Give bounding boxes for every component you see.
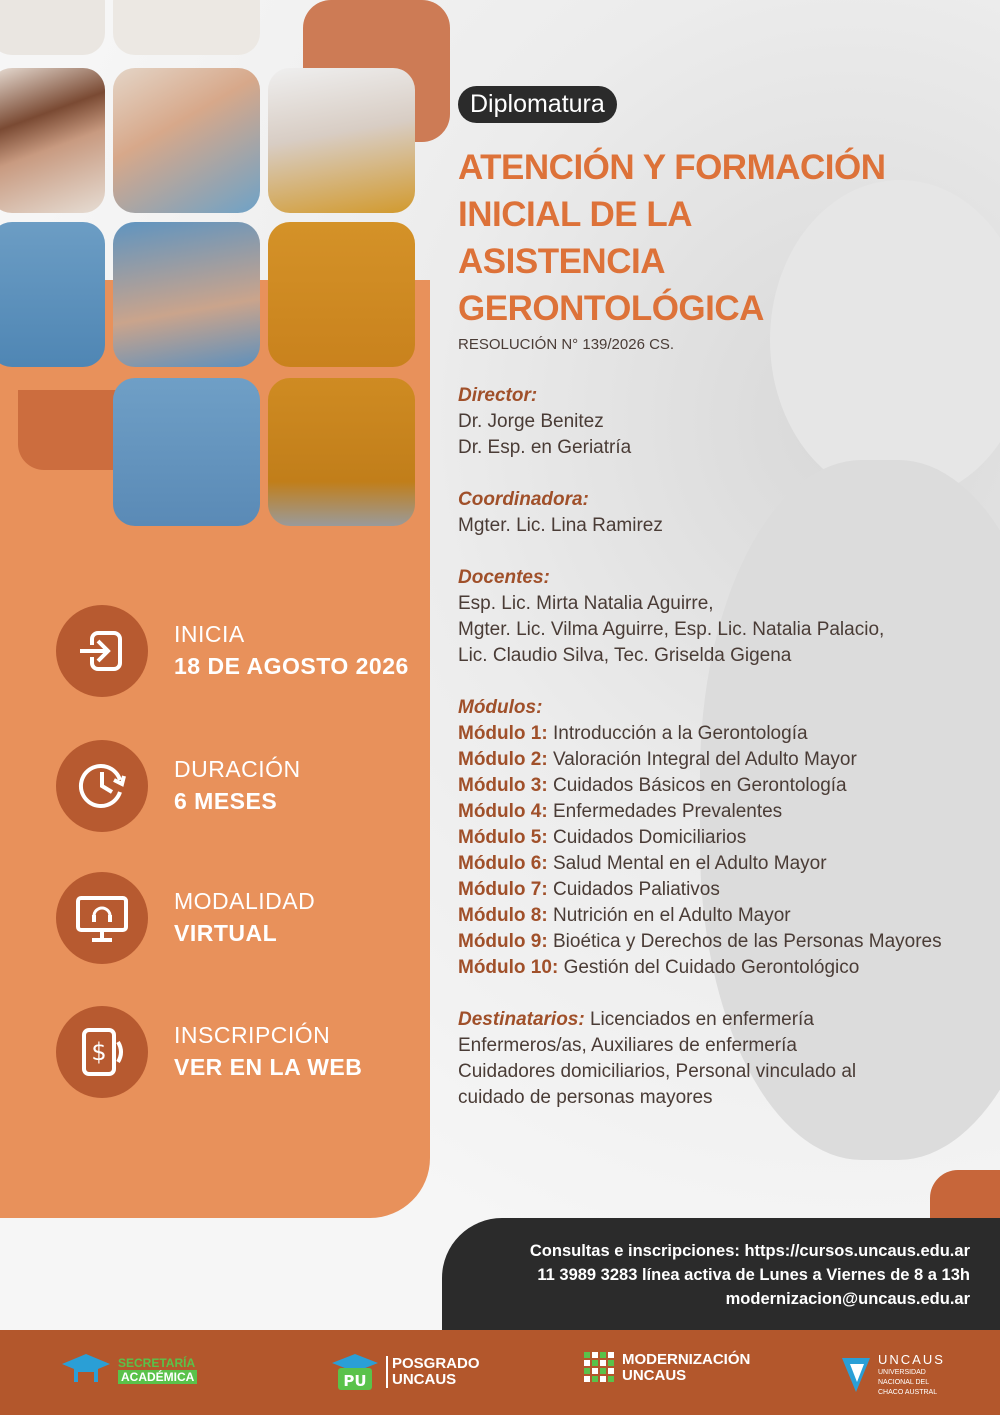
enter-icon: [56, 605, 148, 697]
logo-text: NACIONAL DEL: [878, 1379, 930, 1386]
logo-text: SECRETARÍA: [118, 1356, 196, 1370]
logo-modernizacion: [584, 1352, 750, 1384]
module-text: Bioética y Derechos de las Personas Mayores: [552, 931, 942, 952]
module-label: Módulo 5:: [458, 827, 548, 848]
info-label: DURACIÓN: [174, 756, 301, 782]
contact-url[interactable]: Consultas e inscripciones: https://cursos.uncaus.edu.ar: [529, 1242, 970, 1260]
photo-tile-hands: [113, 222, 260, 367]
logo-text: UNCAUS: [392, 1371, 457, 1388]
info-label: INICIA: [174, 621, 245, 647]
module-label: Módulo 4:: [458, 801, 548, 822]
logo-secretaria-academica: [60, 1352, 197, 1388]
module-label: Módulo 8:: [458, 905, 548, 926]
director-line: Dr. Esp. en Geriatría: [458, 437, 632, 458]
page-title: [458, 144, 978, 332]
module-item: [458, 747, 968, 773]
info-label: INSCRIPCIÓN: [174, 1022, 331, 1048]
module-label: Módulo 1:: [458, 723, 548, 744]
info-label: MODALIDAD: [174, 888, 316, 914]
module-text: Cuidados Paliativos: [552, 879, 720, 900]
uncaus-shield-icon: [840, 1356, 872, 1394]
module-text: Enfermedades Prevalentes: [552, 801, 783, 822]
diploma-badge: Diplomatura: [458, 86, 617, 123]
photo-tile-nurse-body: [0, 222, 105, 367]
module-label: Módulo 10:: [458, 957, 559, 978]
info-value: 6 MESES: [174, 788, 278, 814]
module-label: Módulo 9:: [458, 931, 548, 952]
photo-tile-sweater: [268, 222, 415, 367]
svg-text:$: $: [91, 1038, 107, 1066]
contact-email[interactable]: modernizacion@uncaus.edu.ar: [725, 1290, 970, 1308]
photo-tile-nurse-face: [0, 68, 105, 213]
teachers-line: Esp. Lic. Mirta Natalia Aguirre,: [458, 593, 714, 614]
logo-text: CHACO AUSTRAL: [878, 1389, 938, 1396]
photo-tile: [113, 0, 260, 55]
director-line: Dr. Jorge Benitez: [458, 411, 604, 432]
svg-text:PU: PU: [343, 1372, 367, 1390]
info-value: VIRTUAL: [174, 920, 278, 946]
info-registration: [56, 1006, 436, 1100]
module-text: Gestión del Cuidado Gerontológico: [563, 957, 860, 978]
logo-uncaus: [840, 1352, 945, 1398]
info-value: VER EN LA WEB: [174, 1054, 363, 1080]
module-item: [458, 851, 968, 877]
recipients-line: Enfermeros/as, Auxiliares de enfermería: [458, 1035, 797, 1056]
module-label: Módulo 2:: [458, 749, 548, 770]
module-item: [458, 877, 968, 903]
dollar-phone-icon: [56, 1006, 148, 1098]
modules-heading: Módulos:: [458, 697, 543, 718]
monitor-headset-icon: [56, 872, 148, 964]
logo-posgrado: [330, 1352, 480, 1392]
teachers-line: Lic. Claudio Silva, Tec. Griselda Gigena: [458, 645, 792, 666]
module-text: Introducción a la Gerontología: [552, 723, 808, 744]
module-item: [458, 799, 968, 825]
module-item: [458, 955, 968, 981]
module-text: Nutrición en el Adulto Mayor: [552, 905, 791, 926]
photo-tile-nurse: [113, 68, 260, 213]
photo-tile-elder-face: [268, 68, 415, 213]
logo-text: POSGRADO: [392, 1355, 480, 1372]
title-line: ASISTENCIA: [458, 242, 665, 281]
info-duration: [56, 740, 436, 834]
recipients-first-line: [458, 1007, 968, 1033]
info-modality: [56, 872, 436, 966]
director-heading: Director:: [458, 385, 538, 406]
photo-tile: [0, 0, 105, 55]
contact-phone[interactable]: 11 3989 3283 línea activa de Lunes a Viernes de 8 a 13h: [537, 1266, 970, 1284]
contact-box: [442, 1218, 1000, 1333]
info-value: 18 DE AGOSTO 2026: [174, 653, 409, 679]
module-item: [458, 773, 968, 799]
photo-collage: [0, 0, 430, 530]
logo-text: UNIVERSIDAD: [878, 1369, 926, 1376]
module-text: Cuidados Básicos en Gerontología: [552, 775, 847, 796]
recipients-line: cuidado de personas mayores: [458, 1087, 713, 1108]
module-text: Salud Mental en el Adulto Mayor: [552, 853, 827, 874]
clock-icon: [56, 740, 148, 832]
logo-text: ACADÉMICA: [118, 1370, 197, 1384]
photo-tile-uniform: [113, 378, 260, 526]
graduation-cap-icon: [60, 1352, 112, 1388]
teachers-line: Mgter. Lic. Vilma Aguirre, Esp. Lic. Natalia Palacio,: [458, 619, 885, 640]
recipients-line: Cuidadores domiciliarios, Personal vinculado al: [458, 1061, 857, 1082]
resolution: RESOLUCIÓN N° 139/2026 CS.: [458, 336, 675, 353]
module-text: Cuidados Domiciliarios: [552, 827, 747, 848]
title-line: ATENCIÓN Y FORMACIÓN: [458, 148, 886, 187]
module-label: Módulo 3:: [458, 775, 548, 796]
posgrado-cap-icon: [330, 1352, 380, 1392]
recipients-text: Licenciados en enfermería: [589, 1009, 814, 1030]
photo-tile-sweater-bottom: [268, 378, 415, 526]
title-line: INICIAL DE LA: [458, 195, 692, 234]
module-item: [458, 825, 968, 851]
title-line: GERONTOLÓGICA: [458, 289, 764, 328]
module-label: Módulo 7:: [458, 879, 548, 900]
teachers-heading: Docentes:: [458, 567, 550, 588]
logo-text: UNCAUS: [878, 1352, 945, 1367]
module-item: [458, 929, 968, 955]
coordinator-heading: Coordinadora:: [458, 489, 589, 510]
pixel-grid-icon: [584, 1352, 616, 1384]
logo-text: UNCAUS: [622, 1367, 687, 1384]
module-text: Valoración Integral del Adulto Mayor: [552, 749, 857, 770]
module-item: [458, 903, 968, 929]
logo-text: MODERNIZACIÓN: [622, 1351, 751, 1368]
course-details: [458, 383, 968, 1111]
info-start: [56, 605, 436, 699]
coordinator-line: Mgter. Lic. Lina Ramirez: [458, 515, 663, 536]
module-label: Módulo 6:: [458, 853, 548, 874]
recipients-heading: Destinatarios:: [458, 1009, 585, 1030]
module-item: [458, 721, 968, 747]
